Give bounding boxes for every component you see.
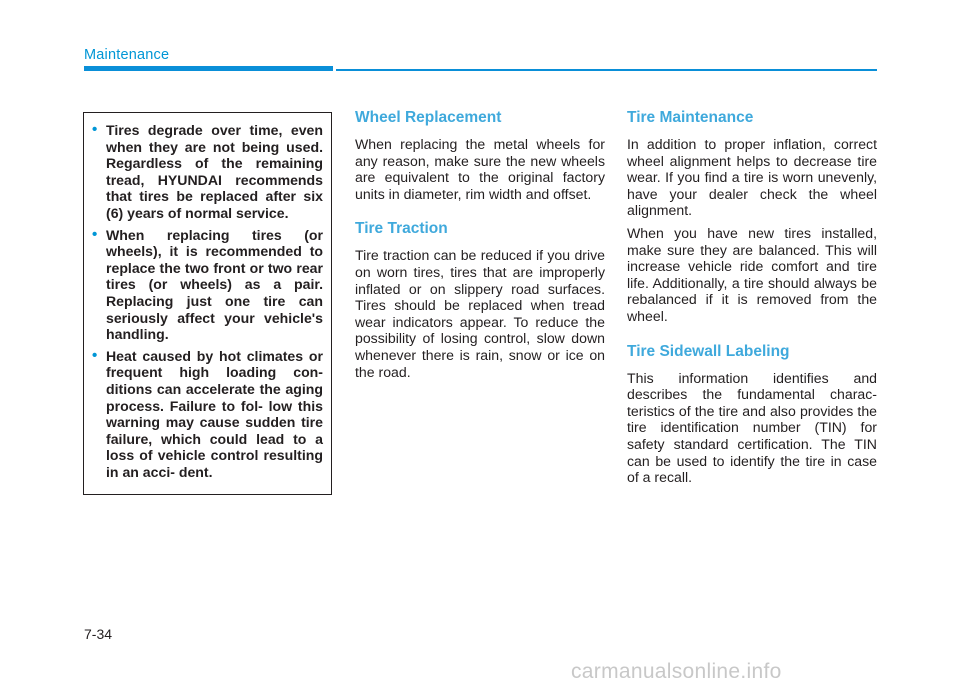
bullet-icon: • — [92, 121, 98, 138]
tire-maintenance-para1: In addition to proper inflation, correct wheel alignment helps to decrease tire wear. If you find a tire is worn unevenly, have your dealer check the wheel alignment. — [627, 136, 877, 219]
warning-box — [83, 112, 332, 495]
bullet-icon: • — [92, 346, 98, 364]
tire-maintenance-heading: Tire Maintenance — [627, 109, 754, 126]
wheel-replacement-heading: Wheel Replacement — [355, 109, 502, 126]
tire-sidewall-body: This information identifies and describes the fundamental charac- teristics of the tire and also provides the tire identification number (TIN) for safety standard certification. The TIN can be used to identify the tire in case of a recall. — [627, 369, 877, 486]
warning-text: Heat caused by hot climates or frequent high loading con- ditions can accelerate the aging process. Failure to fol- low this warning may cause sudden tire failure, which could lead to a loss of vehicle control resulting in an acci- dent. — [106, 347, 323, 480]
warning-item — [92, 227, 323, 343]
warning-item — [92, 122, 323, 222]
tire-maintenance-para2: When you have new tires installed, make sure they are balanced. This will increase vehicle ride comfort and tire life. Additionally, a tire should always be rebalanced if it is removed from the wheel. — [627, 224, 877, 324]
page-number: 7-34 — [84, 626, 113, 642]
column-middle — [355, 108, 605, 386]
header-rule-thick — [84, 66, 333, 71]
tire-traction-heading: Tire Traction — [355, 220, 448, 238]
column-right — [627, 108, 877, 492]
tire-sidewall-heading: Tire Sidewall Labeling — [627, 342, 790, 360]
wheel-replacement-body: When replacing the metal wheels for any reason, make sure the new wheels are equivalent to the original factory units in diameter, rim width and offset. — [355, 136, 605, 202]
watermark: carmanualsonline.info — [571, 660, 782, 683]
warning-item — [92, 348, 323, 481]
warning-text: Tires degrade over time, even when they are not being used. Regardless of the remaining tread, HYUNDAI recommends that tires be replaced after six (6) years of normal service. — [106, 122, 323, 221]
tire-traction-body: Tire traction can be reduced if you drive on worn tires, tires that are improperly inflated or on slippery road surfaces. Tires should be replaced when tread wear indicators appear. To reduce the possibility of losing control, slow down whenever there is rain, snow or ice on the road. — [355, 247, 605, 380]
section-title: Maintenance — [84, 47, 170, 63]
warning-list — [92, 122, 323, 480]
bullet-icon: • — [92, 225, 98, 243]
header-rule-thin — [336, 69, 877, 71]
warning-text: When replacing tires (or wheels), it is recommended to replace the two front or two rear tires (or wheels) as a pair. Replacing just one tire can seriously affect your vehicle's handling. — [106, 226, 323, 343]
